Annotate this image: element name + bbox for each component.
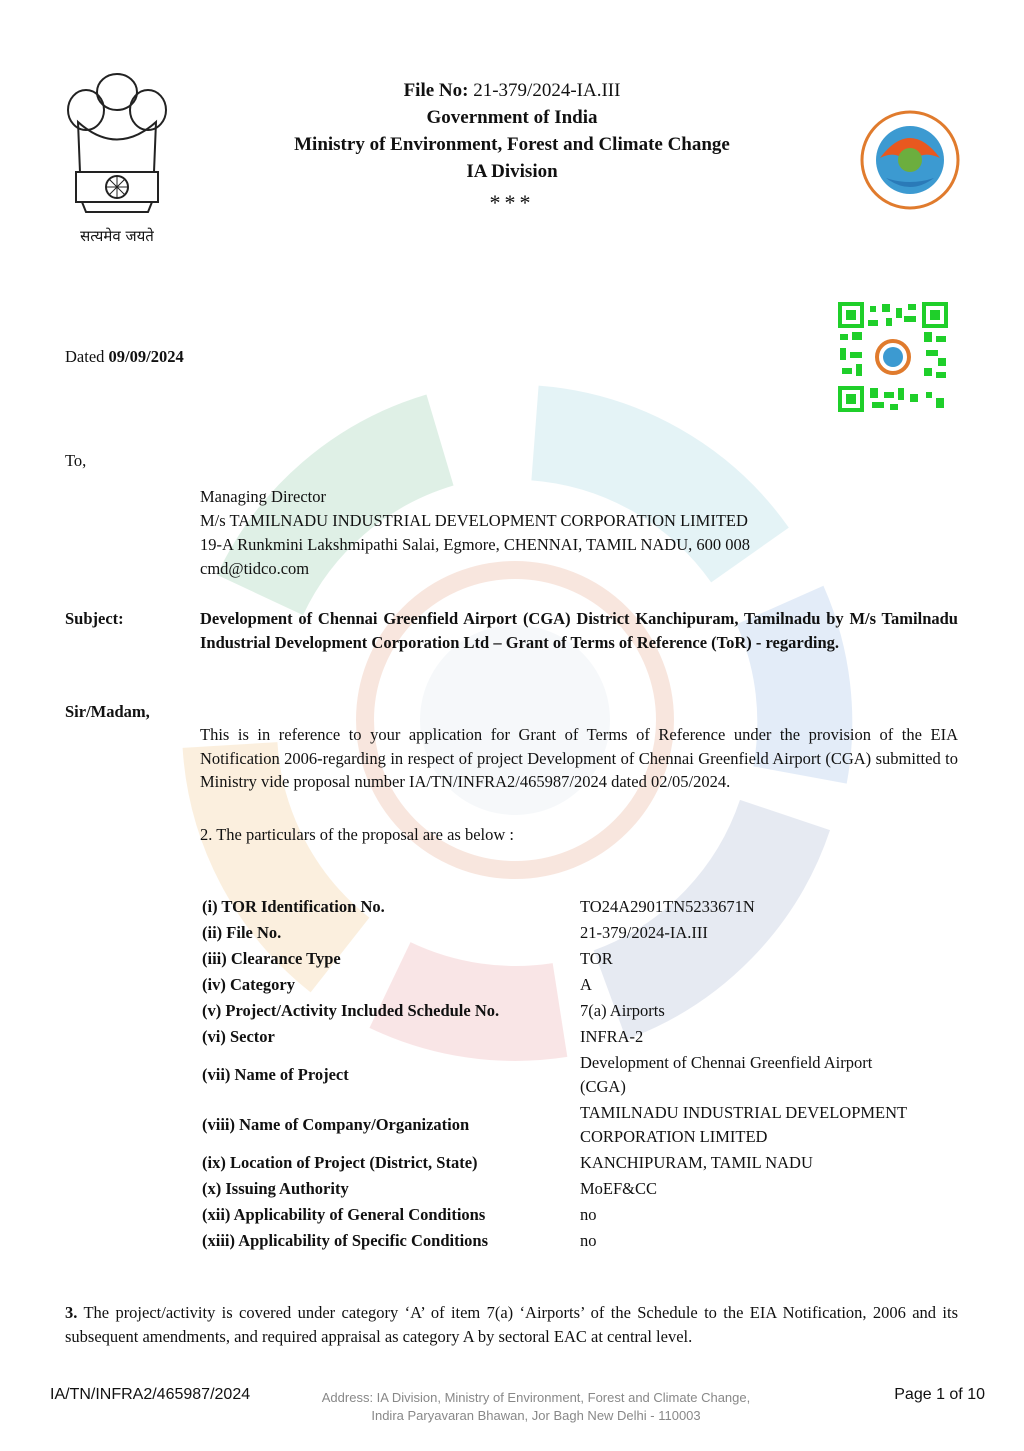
government-title: Government of India — [426, 107, 598, 128]
particular-label: (vii) Name of Project — [202, 1065, 349, 1084]
emblem-motto: सत्यमेव जयते — [80, 227, 154, 245]
paragraph-number: 3. — [65, 1303, 78, 1322]
subject-label: Subject: — [65, 609, 124, 628]
qr-code-icon — [838, 302, 948, 412]
addressee-address: 19-A Runkmini Lakshmipathi Salai, Egmore, CHENNAI, TAMIL NADU, 600 008 — [200, 535, 751, 554]
particular-value: TOR — [580, 949, 613, 968]
subject-text: Development of Chennai Greenfield Airport (CGA) District Kanchipuram, Tamilnadu by M/s Tamilnadu Industrial Development Corporation Ltd – Grant of Terms of Reference (ToR) - regarding. — [200, 609, 958, 652]
category-paragraph — [65, 1301, 958, 1348]
date-line — [65, 345, 184, 369]
particular-label: (ix) Location of Project (District, State) — [202, 1153, 478, 1172]
particular-label: (viii) Name of Company/Organization — [202, 1115, 470, 1134]
particular-label: (vi) Sector — [202, 1027, 275, 1046]
particular-label: (ii) File No. — [202, 923, 282, 942]
particular-label: (i) TOR Identification No. — [202, 897, 385, 916]
division-title: IA Division — [466, 161, 558, 182]
particular-value: Development of Chennai Greenfield Airport (CGA) — [580, 1053, 873, 1096]
paragraph-text: The project/activity is covered under category ‘A’ of item 7(a) ‘Airports’ of the Schedule to the EIA Notification, 2006 and its subsequent amendments, and required appraisal as category A by sectoral EAC at central level. — [65, 1303, 959, 1346]
greeting: Sir/Madam, — [65, 702, 150, 721]
footer-address-line2: Indira Paryavaran Bhawan, Jor Bagh New Delhi - 110003 — [371, 1408, 701, 1423]
header-separator: *** — [489, 190, 535, 215]
footer-address-line1: Address: IA Division, Ministry of Environment, Forest and Climate Change, — [321, 1390, 751, 1405]
addressee-designation: Managing Director — [200, 487, 326, 506]
footer-address — [286, 1389, 786, 1425]
reference-paragraph: This is in reference to your application for Grant of Terms of Reference under the provision of the EIA Notification 2006-regarding in respect of project Development of Chennai Greenfield Airport (CGA) submitted to Ministry vide proposal number IA/TN/INFRA2/465987/2024 dated 02/05/2024. — [200, 725, 958, 791]
file-number-value: 21-379/2024-IA.III — [473, 80, 621, 101]
particular-value: TAMILNADU INDUSTRIAL DEVELOPMENT CORPORATION LIMITED — [580, 1103, 907, 1146]
particular-value: KANCHIPURAM, TAMIL NADU — [580, 1153, 813, 1172]
date-value: 09/09/2024 — [108, 347, 184, 366]
file-number-label: File No: — [403, 80, 469, 101]
particular-value: A — [580, 975, 592, 994]
particular-value: no — [580, 1231, 597, 1250]
mission-logo-icon — [858, 108, 962, 212]
file-number-line — [0, 80, 1024, 102]
particulars-intro: 2. The particulars of the proposal are as below : — [200, 825, 515, 844]
particular-value: no — [580, 1205, 597, 1224]
addressee-email: cmd@tidco.com — [200, 559, 310, 578]
particular-value: MoEF&CC — [580, 1179, 658, 1198]
addressee-company: M/s TAMILNADU INDUSTRIAL DEVELOPMENT CORPORATION LIMITED — [200, 511, 748, 530]
particular-value: 21-379/2024-IA.III — [580, 923, 708, 942]
ministry-title: Ministry of Environment, Forest and Climate Change — [294, 134, 730, 155]
particular-label: (xiii) Applicability of Specific Conditions — [202, 1231, 489, 1250]
particular-label: (iii) Clearance Type — [202, 949, 341, 968]
particular-label: (xii) Applicability of General Conditions — [202, 1205, 486, 1224]
particular-value: TO24A2901TN5233671N — [580, 897, 755, 916]
to-label: To, — [65, 451, 87, 470]
date-label: Dated — [65, 347, 105, 366]
particular-label: (iv) Category — [202, 975, 296, 994]
footer-proposal-number: IA/TN/INFRA2/465987/2024 — [50, 1386, 251, 1403]
particular-label: (v) Project/Activity Included Schedule No. — [202, 1001, 500, 1020]
particular-value: INFRA-2 — [580, 1027, 644, 1046]
particular-label: (x) Issuing Authority — [202, 1179, 349, 1198]
page-indicator: Page 1 of 10 — [894, 1386, 985, 1403]
particular-value: 7(a) Airports — [580, 1001, 665, 1020]
